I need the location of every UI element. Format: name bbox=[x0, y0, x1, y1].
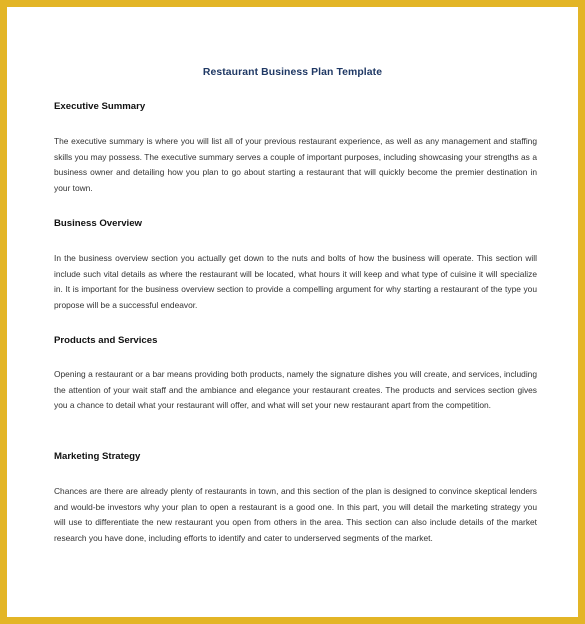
section-body-business-overview: In the business overview section you actually get down to the nuts and bolts of how the business will operate. This section will include such vital details as where the restaurant will be located, what hours it will keep and what type of cuisine it will specialize in. It is important for the business overview section to provide a compelling argument for why starting a restaurant of the type you propose will be a successful endeavor. bbox=[54, 253, 537, 310]
section-heading-executive-summary: Executive Summary bbox=[54, 101, 146, 112]
section-heading-marketing-strategy: Marketing Strategy bbox=[54, 451, 141, 462]
section-body-products-services: Opening a restaurant or a bar means providing both products, namely the signature dishes you will create, and services, including the attention of your wait staff and the ambiance and elegance your restaurant creates. The products and services section gives you a chance to detail what your restaurant will offer, and what will set your new restaurant apart from the competition. bbox=[54, 369, 537, 411]
document-page bbox=[7, 7, 578, 617]
section-heading-products-services: Products and Services bbox=[54, 335, 158, 346]
section-heading-business-overview: Business Overview bbox=[54, 218, 142, 229]
document-title: Restaurant Business Plan Template bbox=[202, 67, 383, 78]
section-body-marketing-strategy: Chances are there are already plenty of restaurants in town, and this section of the plan is designed to convince skeptical lenders and would-be investors why your plan to open a restaurant is a good one. In this part, you will detail the marketing strategy you will use to differentiate the new restaurant you open from others in the area. This section can also include details of the market research you have done, including efforts to identify and cater to underserved segments of the market. bbox=[54, 486, 537, 543]
section-body-executive-summary: The executive summary is where you will list all of your previous restaurant experience, as well as any management and staffing skills you may possess. The executive summary serves a couple of important purposes, including showcasing your strengths as a business owner and detailing how you plan to go about starting a restaurant that will quickly become the premier destination in your town. bbox=[54, 136, 537, 193]
